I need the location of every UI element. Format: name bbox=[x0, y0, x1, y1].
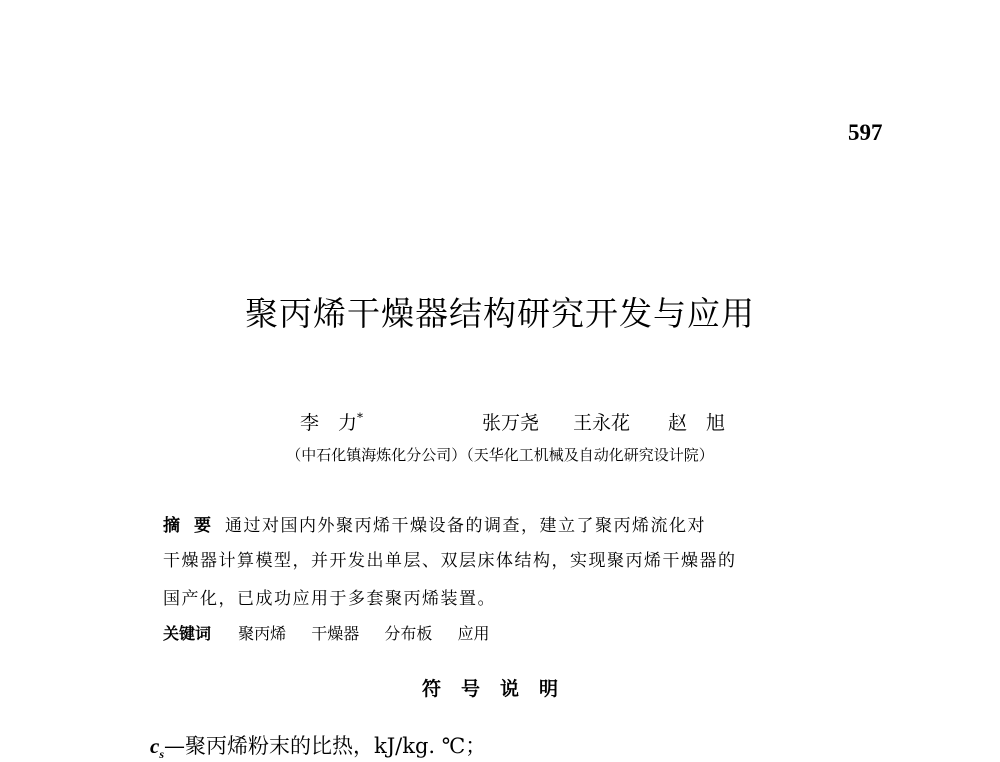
author-3 bbox=[573, 408, 630, 435]
section-heading: 符号说明 bbox=[421, 678, 578, 700]
abstract-text-2: 干燥器计算模型，并开发出单层、双层床体结构，实现聚丙烯干燥器的 bbox=[163, 551, 737, 571]
author-4 bbox=[668, 408, 725, 435]
abstract-line-3 bbox=[163, 584, 496, 609]
abstract-label: 摘要 bbox=[163, 516, 225, 536]
keywords-label: 关键词 bbox=[163, 624, 212, 643]
author-1 bbox=[300, 408, 363, 435]
abstract-text-3: 国产化，已成功应用于多套聚丙烯装置。 bbox=[163, 589, 496, 609]
keywords-line bbox=[163, 621, 509, 644]
symbol-subscript: s bbox=[159, 747, 164, 762]
symbol-description: —聚丙烯粉末的比热，kJ/kg. ℃； bbox=[164, 734, 487, 758]
symbol bbox=[150, 734, 164, 762]
keyword: 聚丙烯 bbox=[238, 624, 287, 643]
symbol-letter: c bbox=[150, 734, 160, 758]
abstract-line-1 bbox=[163, 511, 706, 536]
abstract-line-2 bbox=[163, 546, 737, 571]
paper-title: 聚丙烯干燥器结构研究开发与应用 bbox=[245, 294, 755, 333]
affiliations: （中石化镇海炼化分公司）（天华化工机械及自动化研究设计院） bbox=[286, 446, 714, 464]
keyword: 应用 bbox=[457, 624, 490, 643]
author-2 bbox=[482, 408, 539, 435]
author-2-name: 张万尧 bbox=[482, 412, 540, 434]
abstract-text-1: 通过对国内外聚丙烯干燥设备的调查，建立了聚丙烯流化对 bbox=[225, 516, 706, 536]
author-3-name: 王永花 bbox=[573, 412, 631, 434]
author-4-name: 赵 旭 bbox=[668, 412, 726, 434]
symbol-definition bbox=[150, 730, 486, 762]
author-1-mark: * bbox=[357, 410, 364, 425]
keyword: 干燥器 bbox=[311, 624, 360, 643]
keyword: 分布板 bbox=[384, 624, 433, 643]
author-1-name: 李 力 bbox=[300, 412, 358, 434]
page-number: 597 bbox=[848, 120, 883, 145]
